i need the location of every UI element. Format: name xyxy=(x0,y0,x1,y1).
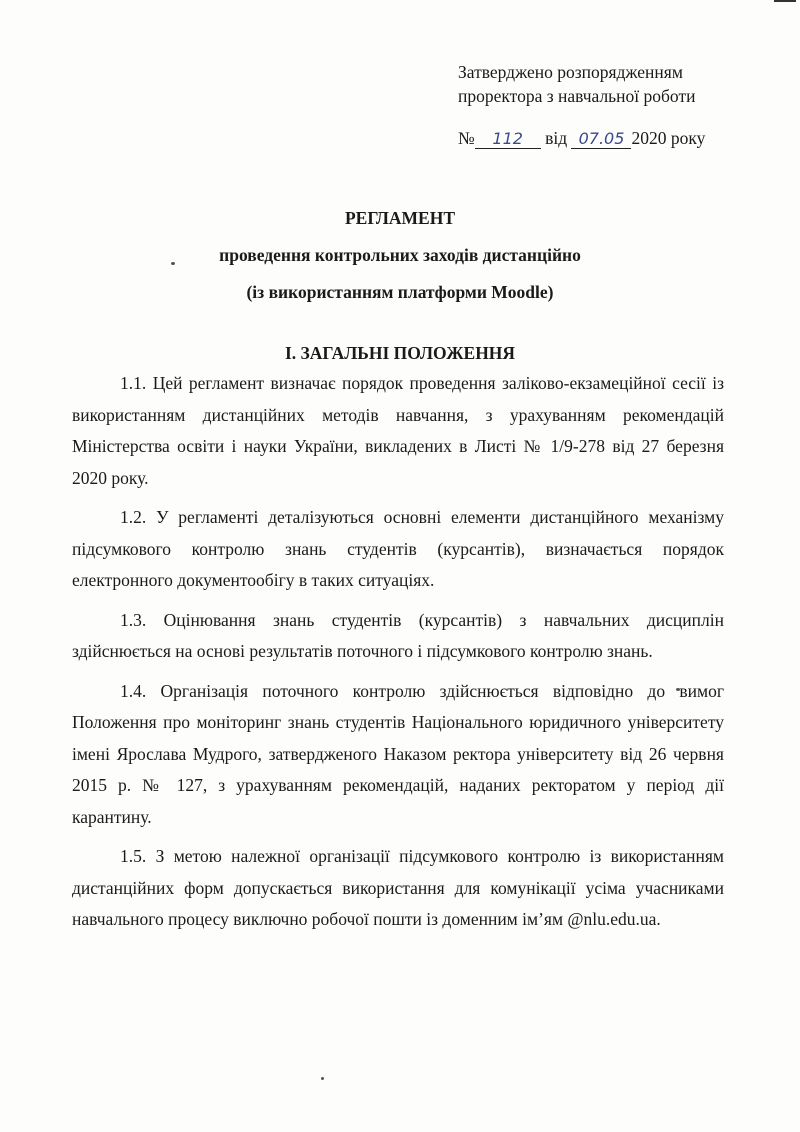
section-body xyxy=(72,368,724,936)
number-prefix: № xyxy=(458,128,475,148)
paragraph: 1.5. З метою належної організації підсумкового контролю із використанням дистанційних форм допускається використання для комунікації усіма учасниками навчального процесу виключно робочої пошти із доменним ім’ям @nlu.edu.ua. xyxy=(72,846,724,929)
date-prefix: від xyxy=(545,128,568,148)
document-subtitle-2: (із використанням платформи Moodle) xyxy=(246,282,554,302)
paragraph: 1.2. У регламенті деталізуються основні елементи дистанційного механізму підсумкового контролю знань студентів (курсантів), визначається порядок електронного документообігу в таких ситуаціях. xyxy=(72,507,724,590)
handwritten-date: 07.05 xyxy=(571,130,631,149)
approval-line-2: проректора з навчальної роботи xyxy=(458,86,696,106)
document-subtitle-1: проведення контрольних заходів дистанційно xyxy=(219,245,581,265)
document-title: РЕГЛАМЕНТ xyxy=(344,208,455,228)
paragraph: 1.4. Організація поточного контролю здійснюється відповідно до вимог Положення про моніторинг знань студентів Національного юридичного університету імені Ярослава Мудрого, затвердженого Наказом ректора університету від 26 червня 2015 р. № 127, з урахуванням рекомендацій, наданих ректоратом у період дії карантину. xyxy=(72,680,724,827)
scan-speck xyxy=(171,262,175,265)
scan-speck xyxy=(321,1077,324,1080)
paragraph: 1.3. Оцінювання знань студентів (курсантів) з навчальних дисциплін здійснюється на основі результатів поточного і підсумкового контролю знань. xyxy=(72,609,724,661)
handwritten-number: 112 xyxy=(475,130,541,149)
scan-edge-mark xyxy=(774,0,796,2)
approval-number-line xyxy=(458,126,705,150)
approval-block xyxy=(458,60,706,148)
approval-line-1: Затверджено розпорядженням xyxy=(458,62,683,82)
paragraph: 1.1. Цей регламент визначає порядок проведення заліково-екзамеційної сесії із використанням дистанційних методів навчання, з урахуванням рекомендацій Міністерства освіти і науки України, викладених в Листі № 1/9-278 від 27 березня 2020 року. xyxy=(72,373,724,488)
year-suffix: 2020 року xyxy=(631,128,706,148)
section-heading: І. ЗАГАЛЬНІ ПОЛОЖЕННЯ xyxy=(284,343,516,363)
